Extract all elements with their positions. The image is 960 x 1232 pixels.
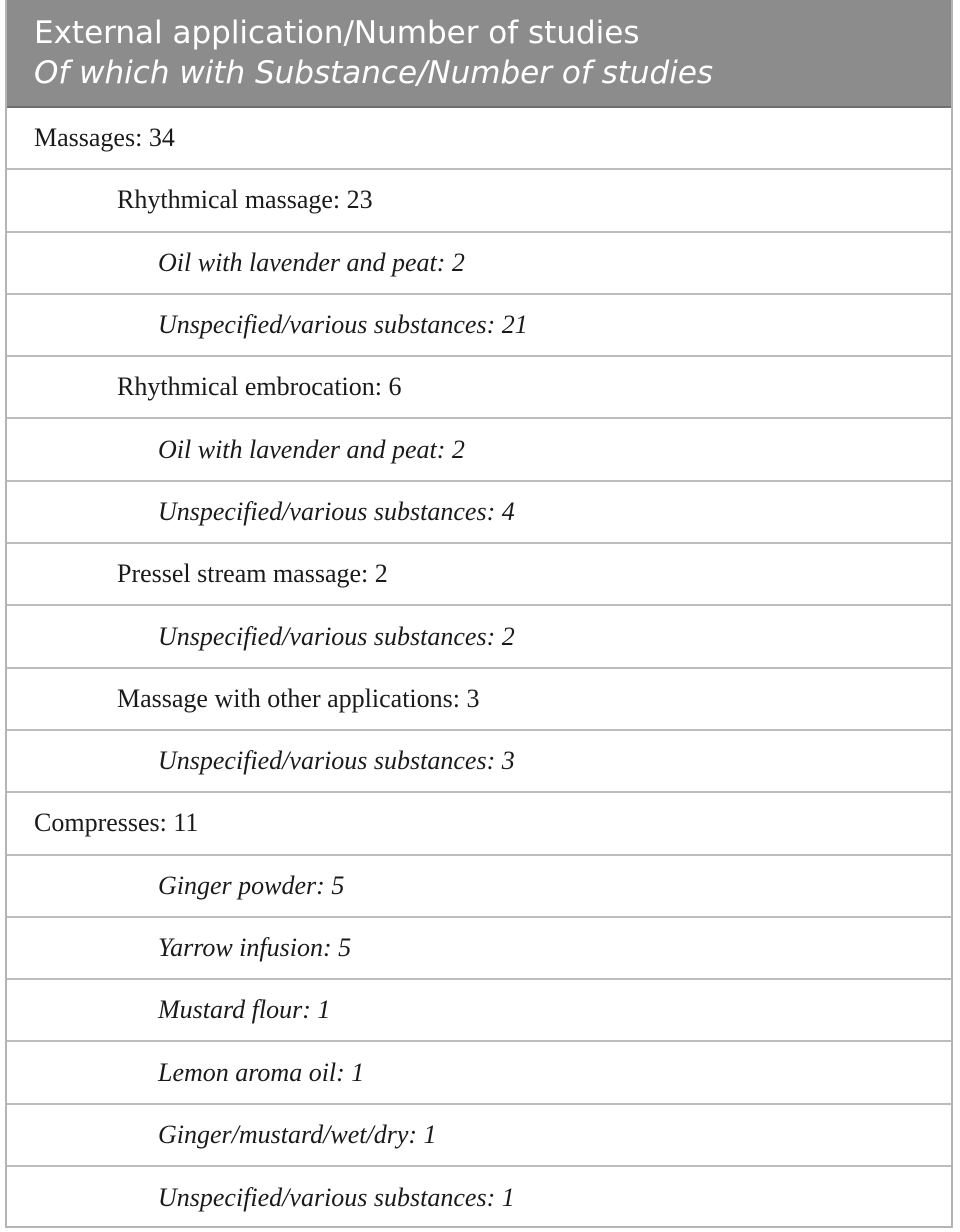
application-category: Compresses: 11 [34, 808, 199, 838]
application-type: Massage with other applications: 3 [117, 683, 480, 713]
substance-entry: Yarrow infusion: 5 [158, 933, 352, 962]
table-row [7, 793, 951, 855]
table-row [7, 731, 951, 793]
substance-entry: Unspecified/various substances: 4 [158, 496, 515, 526]
substance-entry: Mustard flour: 1 [158, 995, 331, 1025]
table-row [7, 1042, 951, 1104]
table-row [7, 482, 951, 544]
substance-entry: Unspecified/various substances: 21 [158, 310, 528, 340]
table-row [7, 1167, 951, 1229]
application-category: Massages: 34 [34, 123, 175, 153]
table-row [7, 669, 951, 731]
substance-entry: Unspecified/various substances: 3 [158, 746, 515, 776]
table-row [7, 419, 951, 481]
substance-entry: Lemon aroma oil: 1 [158, 1057, 365, 1087]
studies-table [5, 0, 953, 1228]
substance-entry: Ginger/mustard/wet/dry: 1 [158, 1119, 437, 1149]
substance-entry: Unspecified/various substances: 2 [158, 621, 515, 651]
table-row [7, 544, 951, 606]
table-row [7, 918, 951, 980]
table-row [7, 170, 951, 232]
application-type: Rhythmical embrocation: 6 [117, 372, 402, 402]
table-row [7, 233, 951, 295]
substance-entry: Unspecified/various substances: 1 [158, 1183, 515, 1213]
table-row [7, 108, 951, 170]
application-type: Rhythmical massage: 23 [117, 185, 373, 215]
application-type: Pressel stream massage: 2 [117, 559, 388, 589]
table-row [7, 1105, 951, 1167]
header-column-subtitle: Of which with Substance/Number of studies [34, 55, 714, 91]
table-row [7, 606, 951, 668]
table-row [7, 980, 951, 1042]
table-row [7, 357, 951, 419]
header-column-title: External application/Number of studies [34, 15, 640, 51]
table-header [7, 0, 951, 108]
table-row [7, 295, 951, 357]
substance-entry: Oil with lavender and peat: 2 [158, 434, 465, 464]
table-body [7, 108, 951, 1229]
substance-entry: Ginger powder: 5 [158, 870, 345, 900]
table-row [7, 856, 951, 918]
substance-entry: Oil with lavender and peat: 2 [158, 247, 465, 277]
